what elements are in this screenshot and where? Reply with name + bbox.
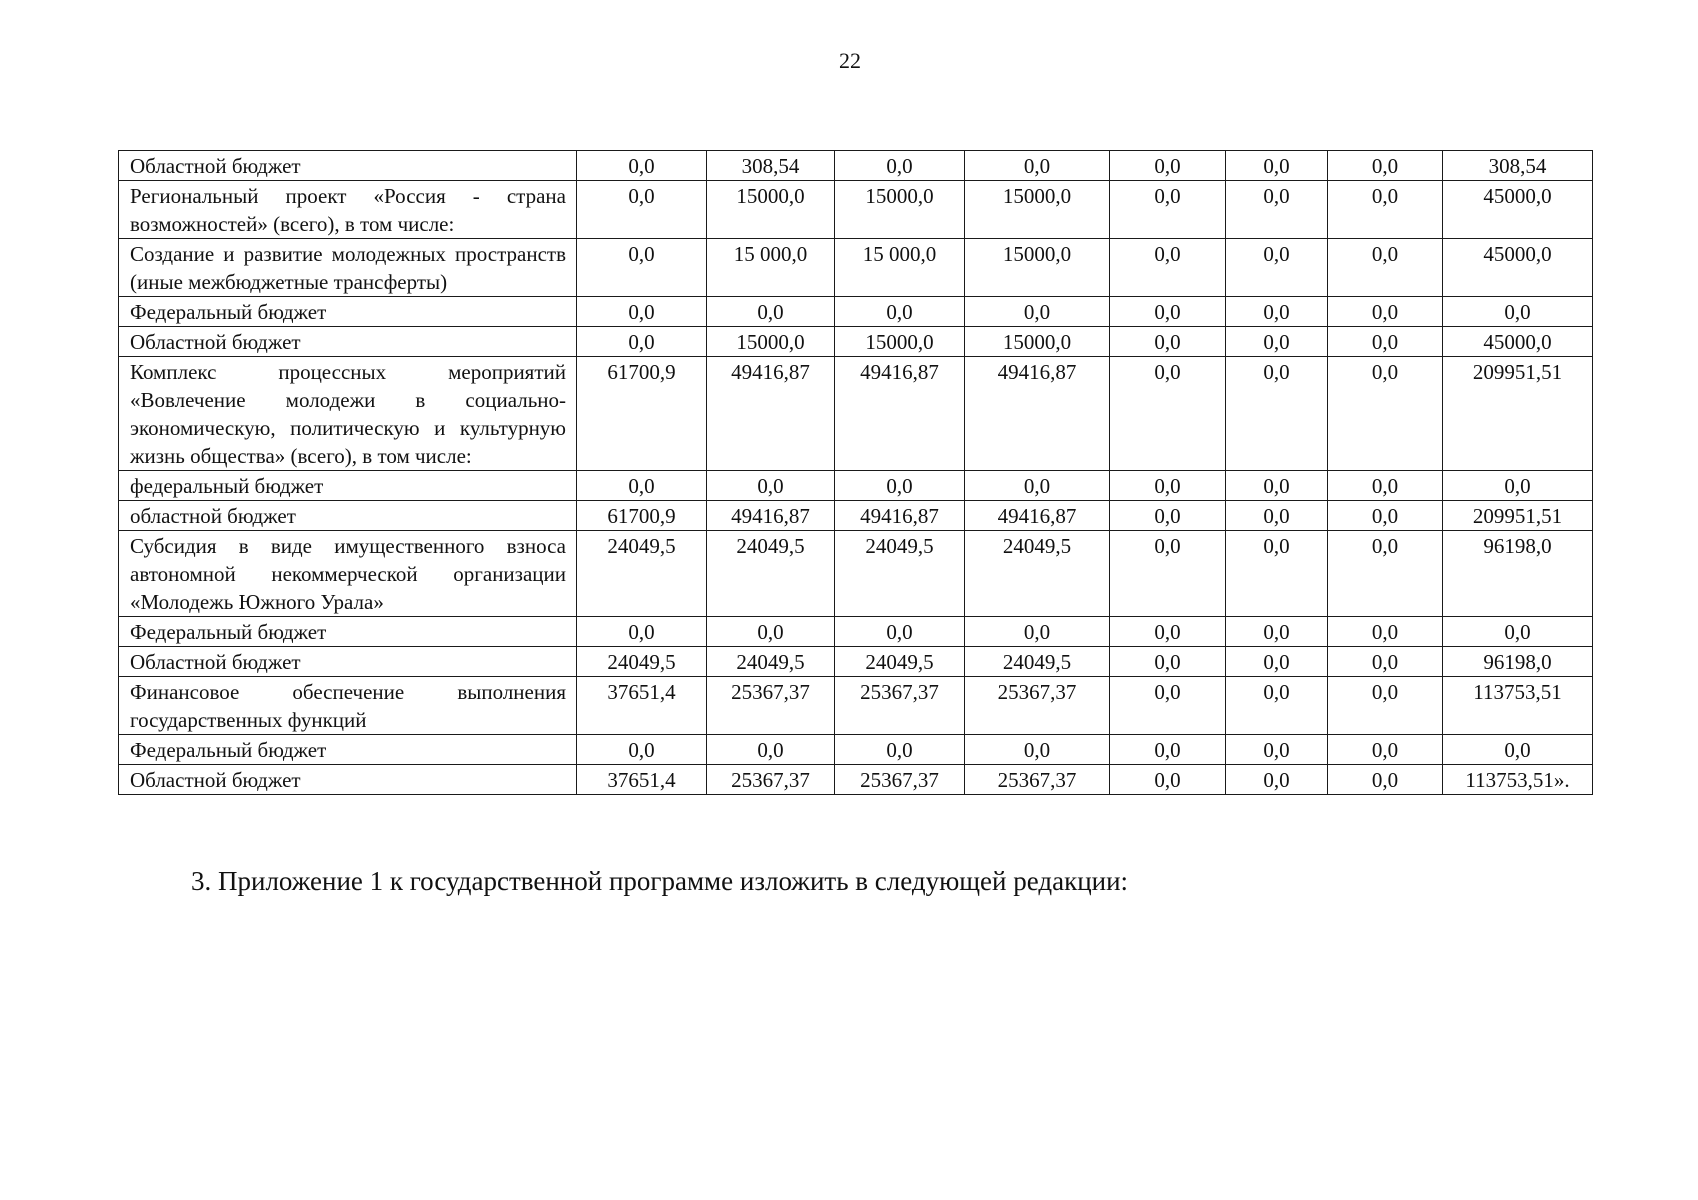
value-cell: 0,0 [1328,735,1443,765]
row-label: областной бюджет [119,501,577,531]
table-row [119,765,1593,795]
table-row [119,327,1593,357]
value-cell: 0,0 [1443,617,1593,647]
table-body [119,151,1593,795]
value-cell: 0,0 [1110,239,1226,297]
value-cell: 24049,5 [835,647,965,677]
value-cell: 0,0 [1328,239,1443,297]
table-row [119,735,1593,765]
value-cell: 0,0 [1328,327,1443,357]
value-cell: 113753,51». [1443,765,1593,795]
value-cell: 0,0 [835,735,965,765]
value-cell: 15000,0 [835,327,965,357]
value-cell: 15 000,0 [707,239,835,297]
value-cell: 0,0 [1328,151,1443,181]
row-label: Областной бюджет [119,327,577,357]
value-cell: 24049,5 [707,647,835,677]
table-row [119,501,1593,531]
value-cell: 15000,0 [707,181,835,239]
value-cell: 0,0 [1328,471,1443,501]
value-cell: 0,0 [1226,735,1328,765]
table-row [119,677,1593,735]
value-cell: 96198,0 [1443,531,1593,617]
row-label: Федеральный бюджет [119,297,577,327]
value-cell: 0,0 [1226,327,1328,357]
value-cell: 0,0 [1443,735,1593,765]
value-cell: 0,0 [835,471,965,501]
value-cell: 209951,51 [1443,357,1593,471]
value-cell: 24049,5 [707,531,835,617]
value-cell: 0,0 [707,617,835,647]
row-label: Финансовое обеспечение выполнения государственных функций [119,677,577,735]
value-cell: 0,0 [1328,357,1443,471]
value-cell: 308,54 [1443,151,1593,181]
value-cell: 0,0 [1226,239,1328,297]
value-cell: 0,0 [1328,181,1443,239]
value-cell: 0,0 [1226,765,1328,795]
value-cell: 0,0 [577,151,707,181]
value-cell: 25367,37 [707,765,835,795]
value-cell: 0,0 [1328,617,1443,647]
value-cell: 37651,4 [577,765,707,795]
value-cell: 0,0 [707,471,835,501]
row-label: Субсидия в виде имущественного взноса автономной некоммерческой организации «Молодежь Южного Урала» [119,531,577,617]
value-cell: 209951,51 [1443,501,1593,531]
value-cell: 0,0 [1110,735,1226,765]
value-cell: 0,0 [577,239,707,297]
value-cell: 0,0 [1226,151,1328,181]
value-cell: 0,0 [965,297,1110,327]
value-cell: 24049,5 [577,647,707,677]
row-label: федеральный бюджет [119,471,577,501]
value-cell: 0,0 [1110,677,1226,735]
row-label: Федеральный бюджет [119,617,577,647]
value-cell: 24049,5 [965,531,1110,617]
value-cell: 15000,0 [965,181,1110,239]
value-cell: 0,0 [1443,297,1593,327]
row-label: Федеральный бюджет [119,735,577,765]
value-cell: 49416,87 [965,357,1110,471]
value-cell: 15000,0 [965,327,1110,357]
value-cell: 308,54 [707,151,835,181]
value-cell: 0,0 [1110,357,1226,471]
value-cell: 49416,87 [707,501,835,531]
value-cell: 61700,9 [577,357,707,471]
value-cell: 25367,37 [835,677,965,735]
value-cell: 0,0 [1328,647,1443,677]
value-cell: 0,0 [835,151,965,181]
value-cell: 0,0 [707,735,835,765]
value-cell: 0,0 [965,735,1110,765]
value-cell: 25367,37 [965,765,1110,795]
value-cell: 0,0 [1110,151,1226,181]
value-cell: 37651,4 [577,677,707,735]
value-cell: 0,0 [1110,647,1226,677]
row-label: Комплекс процессных мероприятий «Вовлечение молодежи в социально-экономическую, политическую и культурную жизнь общества» (всего), в том числе: [119,357,577,471]
table-row [119,181,1593,239]
value-cell: 25367,37 [965,677,1110,735]
value-cell: 0,0 [965,151,1110,181]
value-cell: 0,0 [577,735,707,765]
table-row [119,471,1593,501]
value-cell: 0,0 [1328,297,1443,327]
table-row [119,357,1593,471]
table-row [119,531,1593,617]
value-cell: 0,0 [1226,471,1328,501]
value-cell: 0,0 [707,297,835,327]
row-label: Создание и развитие молодежных пространств (иные межбюджетные трансферты) [119,239,577,297]
value-cell: 0,0 [1328,531,1443,617]
table-row [119,151,1593,181]
table-row [119,647,1593,677]
value-cell: 0,0 [1226,501,1328,531]
row-label: Областной бюджет [119,647,577,677]
value-cell: 49416,87 [707,357,835,471]
row-label: Областной бюджет [119,151,577,181]
value-cell: 0,0 [965,471,1110,501]
footer-instruction: 3. Приложение 1 к государственной программе изложить в следующей редакции: [191,866,1129,896]
value-cell: 24049,5 [965,647,1110,677]
value-cell: 0,0 [1328,765,1443,795]
table-row [119,617,1593,647]
value-cell: 45000,0 [1443,181,1593,239]
value-cell: 0,0 [1226,647,1328,677]
value-cell: 61700,9 [577,501,707,531]
row-label: Областной бюджет [119,765,577,795]
value-cell: 25367,37 [707,677,835,735]
value-cell: 96198,0 [1443,647,1593,677]
value-cell: 15 000,0 [835,239,965,297]
value-cell: 49416,87 [965,501,1110,531]
value-cell: 0,0 [577,297,707,327]
value-cell: 45000,0 [1443,239,1593,297]
value-cell: 0,0 [835,617,965,647]
value-cell: 45000,0 [1443,327,1593,357]
value-cell: 15000,0 [965,239,1110,297]
value-cell: 0,0 [1110,765,1226,795]
value-cell: 0,0 [1110,471,1226,501]
value-cell: 113753,51 [1443,677,1593,735]
value-cell: 0,0 [1110,297,1226,327]
value-cell: 0,0 [1328,677,1443,735]
value-cell: 49416,87 [835,357,965,471]
row-label: Региональный проект «Россия - страна возможностей» (всего), в том числе: [119,181,577,239]
budget-table [118,150,1593,795]
value-cell: 0,0 [577,327,707,357]
value-cell: 0,0 [1226,181,1328,239]
value-cell: 24049,5 [835,531,965,617]
page-number: 22 [839,48,861,73]
value-cell: 0,0 [1226,677,1328,735]
value-cell: 0,0 [1226,357,1328,471]
value-cell: 0,0 [1328,501,1443,531]
value-cell: 0,0 [965,617,1110,647]
value-cell: 0,0 [577,617,707,647]
value-cell: 0,0 [1226,531,1328,617]
value-cell: 0,0 [577,181,707,239]
value-cell: 15000,0 [835,181,965,239]
value-cell: 0,0 [1443,471,1593,501]
value-cell: 0,0 [1110,181,1226,239]
value-cell: 15000,0 [707,327,835,357]
value-cell: 0,0 [577,471,707,501]
value-cell: 0,0 [1226,617,1328,647]
value-cell: 25367,37 [835,765,965,795]
table-row [119,239,1593,297]
value-cell: 0,0 [1226,297,1328,327]
value-cell: 0,0 [1110,617,1226,647]
value-cell: 49416,87 [835,501,965,531]
value-cell: 0,0 [1110,327,1226,357]
table-row [119,297,1593,327]
value-cell: 0,0 [1110,501,1226,531]
value-cell: 0,0 [835,297,965,327]
value-cell: 0,0 [1110,531,1226,617]
value-cell: 24049,5 [577,531,707,617]
